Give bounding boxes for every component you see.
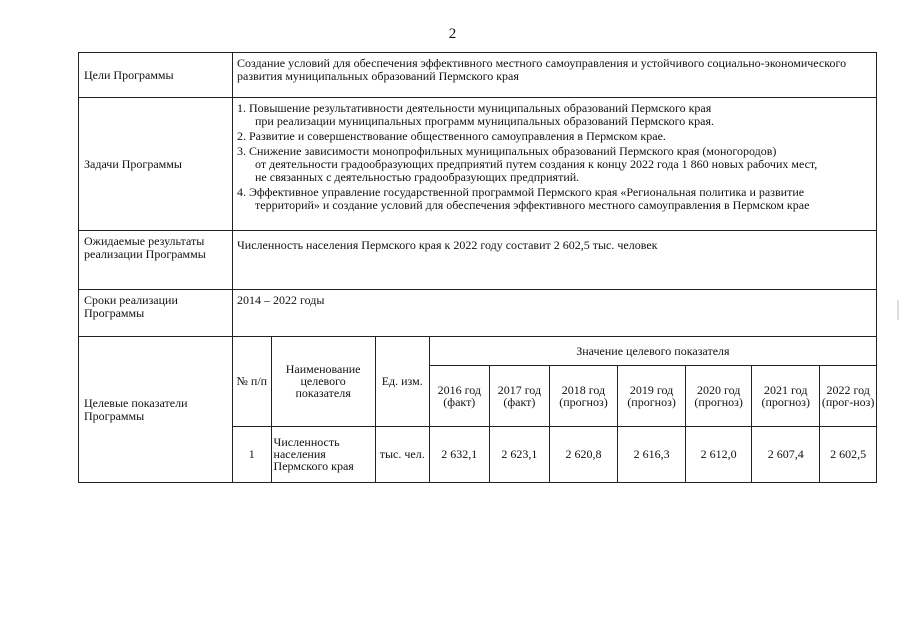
indicators-row	[79, 337, 877, 483]
task-item-text: не связанных с деятельностью градообразующих предприятий.	[255, 170, 580, 184]
task-item-3	[237, 145, 872, 184]
year-header: 2018 год (прогноз)	[549, 365, 617, 426]
task-item-text: территорий» и создание условий для обеспечения эффективного местного самоуправления в Пермском крае	[255, 198, 810, 212]
task-item-text: при реализации муниципальных программ муниципальных образований Пермского края.	[255, 114, 714, 128]
goals-text: Создание условий для обеспечения эффективного местного самоуправления и устойчивого социально-экономического развития муниципальных образований Пермского края	[233, 53, 877, 98]
task-item-text: 2. Развитие и совершенствование общественного самоуправления в Пермском крае.	[237, 129, 666, 143]
results-text: Численность населения Пермского края к 2022 году составит 2 602,5 тыс. человек	[233, 231, 877, 290]
row-value: 2 632,1	[429, 426, 489, 482]
tasks-label: Задачи Программы	[79, 98, 233, 231]
row-value: 2 623,1	[489, 426, 549, 482]
col-unit-header: Ед. изм.	[375, 337, 429, 426]
task-item-4	[237, 186, 872, 212]
indicators-header-row	[233, 337, 876, 365]
task-item-2	[237, 130, 872, 143]
results-row	[79, 231, 877, 290]
row-unit: тыс. чел.	[375, 426, 429, 482]
scan-edge-mark	[897, 300, 899, 320]
col-num-header: № п/п	[233, 337, 271, 426]
terms-row	[79, 290, 877, 337]
table-row	[233, 426, 876, 482]
year-header: 2021 год (прогноз)	[752, 365, 820, 426]
task-item-text: 3. Снижение зависимости монопрофильных муниципальных образований Пермского края (моногородов)	[237, 144, 777, 158]
row-value: 2 602,5	[820, 426, 876, 482]
task-item-text: от деятельности градообразующих предприятий путем создания к концу 2022 года 1 860 новых рабочих мест,	[255, 157, 818, 171]
row-value: 2 607,4	[752, 426, 820, 482]
goals-row	[79, 53, 877, 98]
indicators-cell	[233, 337, 877, 483]
row-value: 2 620,8	[549, 426, 617, 482]
row-num: 1	[233, 426, 271, 482]
year-header: 2020 год (прогноз)	[686, 365, 752, 426]
row-value: 2 612,0	[686, 426, 752, 482]
row-value: 2 616,3	[618, 426, 686, 482]
indicators-table	[233, 337, 876, 482]
results-label: Ожидаемые результаты реализации Программы	[79, 231, 233, 290]
task-item-text: 1. Повышение результативности деятельности муниципальных образований Пермского края	[237, 101, 712, 115]
year-header: 2022 год (прог-ноз)	[820, 365, 876, 426]
col-name-header: Наименование целевого показателя	[271, 337, 375, 426]
tasks-list	[233, 98, 877, 231]
goals-label: Цели Программы	[79, 53, 233, 98]
year-header: 2017 год (факт)	[489, 365, 549, 426]
task-item-1	[237, 102, 872, 128]
program-passport-table	[78, 52, 877, 483]
indicators-label: Целевые показатели Программы	[79, 337, 233, 483]
terms-label: Сроки реализации Программы	[79, 290, 233, 337]
year-header: 2019 год (прогноз)	[618, 365, 686, 426]
row-name: Численность населения Пермского края	[271, 426, 375, 482]
year-header: 2016 год (факт)	[429, 365, 489, 426]
tasks-row	[79, 98, 877, 231]
page-number: 2	[448, 26, 457, 42]
task-item-text: 4. Эффективное управление государственной программой Пермского края «Региональная политика и развитие	[237, 185, 805, 199]
value-group-header: Значение целевого показателя	[429, 337, 876, 365]
terms-text: 2014 – 2022 годы	[233, 290, 877, 337]
